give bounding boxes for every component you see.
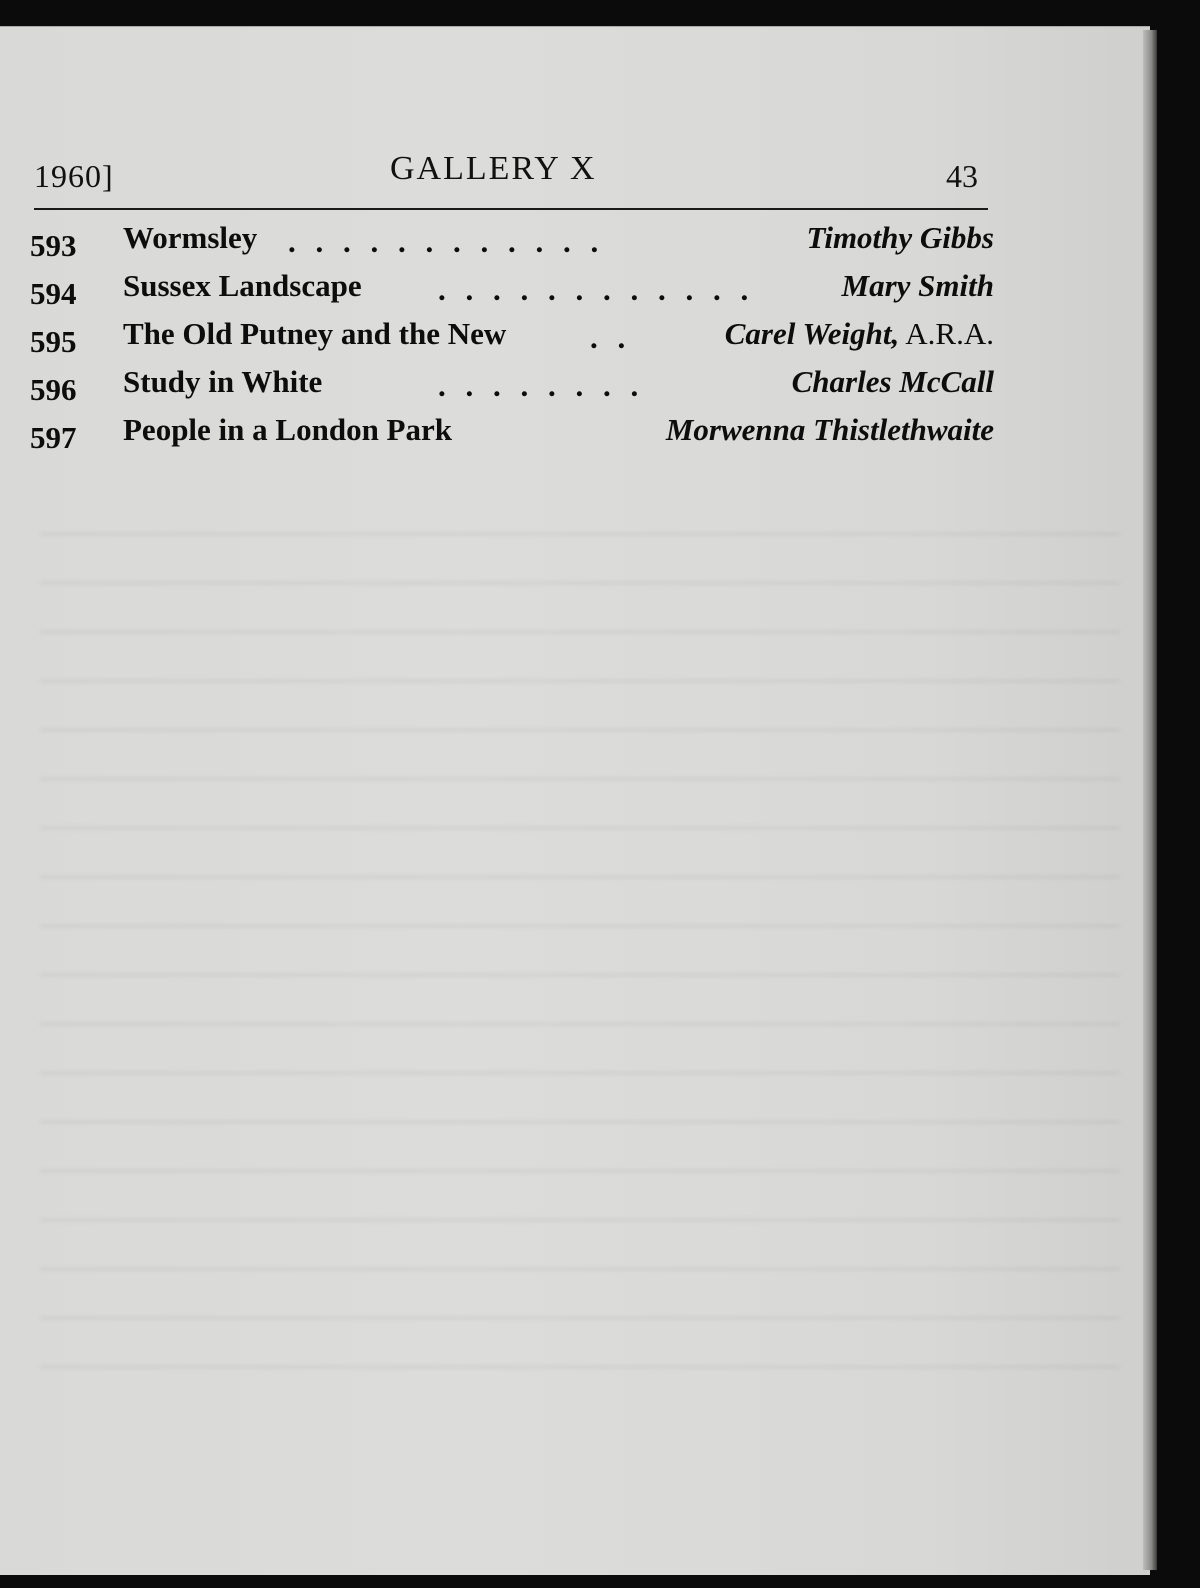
artist-name: Carel Weight, (724, 316, 900, 351)
page-edge (1143, 30, 1157, 1570)
header-rule (34, 208, 988, 210)
catalogue-entry (30, 220, 994, 268)
artist-name: Morwenna Thistlethwaite (665, 412, 994, 447)
catalogue-entry (30, 316, 994, 364)
artist-name: Timothy Gibbs (806, 220, 994, 255)
dot-leader: . . . . . . . . (438, 368, 645, 403)
entry-number: 597 (30, 420, 77, 455)
catalogue-list (30, 220, 994, 460)
entry-number: 594 (30, 276, 77, 311)
entry-title: The Old Putney and the New (123, 316, 507, 351)
entry-artist (842, 268, 994, 304)
dot-leader: . . (590, 320, 632, 355)
entry-number: 595 (30, 324, 77, 359)
entry-title: Wormsley (123, 220, 258, 255)
running-header (34, 150, 988, 200)
catalogue-entry (30, 412, 994, 460)
entry-title: People in a London Park (123, 412, 452, 447)
entry-artist (725, 316, 994, 352)
header-year: 1960] (34, 158, 114, 194)
page-title: GALLERY X (390, 150, 597, 187)
entry-title: Study in White (123, 364, 323, 399)
page-number: 43 (946, 158, 978, 194)
entry-number: 596 (30, 372, 77, 407)
artist-suffix: A.R.A. (899, 316, 994, 351)
entry-number: 593 (30, 228, 77, 263)
catalogue-entry (30, 268, 994, 316)
artist-name: Charles McCall (791, 364, 994, 399)
catalogue-entry (30, 364, 994, 412)
dot-leader: . . . . . . . . . . . . (288, 224, 605, 259)
dot-leader: . . . . . . . . . . . . (438, 272, 755, 307)
entry-artist (807, 220, 994, 256)
entry-artist (792, 364, 994, 400)
entry-artist (666, 412, 994, 448)
entry-title: Sussex Landscape (123, 268, 362, 303)
bleed-through-text (40, 497, 1120, 1397)
artist-name: Mary Smith (841, 268, 994, 303)
